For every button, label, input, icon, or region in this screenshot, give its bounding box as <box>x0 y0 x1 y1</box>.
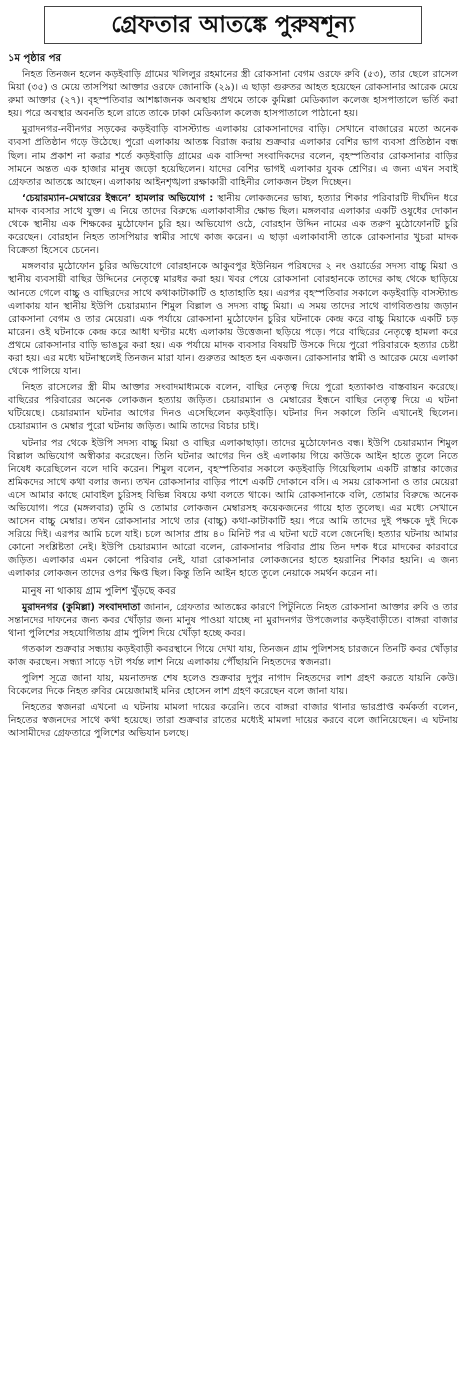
paragraph-text: জানান, গ্রেফতার আতঙ্কের কারণে পিটুনিতে নিহত রোকসানা আক্তার রুবি ও তার সন্তানদের দাফনের জন্য কবর খোঁড়ার জন্য মানুষ পাওয়া যাচ্ছে না মুরাদনগর উপজেলার কড়ইবাড়ীতে। বাঙ্গরা বাজার থানা পুলিশের সহযোগিতায় গ্রাম পুলিশ দিয়ে খোঁড়া হচ্ছে কবর। <box>8 601 458 639</box>
paragraph <box>8 601 458 640</box>
paragraph-text: স্থানীয় লোকজনের ভাষ্য, হত্যার শিকার পরিবারটি দীর্ঘদিন ধরে মাদক ব্যবসার সাথে যুক্ত। এ নিয়ে তাদের বিরুদ্ধে এলাকাবাসীর ক্ষোভ ছিল। মঙ্গলবার এলাকার একটি ওষুধের দোকান থেকে স্থানীয় এক শিক্ষকের মুঠোফোন চুরি হয়। অভিযোগ ওঠে, বোরহান উদ্দিন নামের এক তরুণ মুঠোফোনটি চুরি করেছেন। বোরহান নিহত তাসপিয়ার স্বামীর সাথে কাজ করেন। এ ছাড়া এলাকাবাসী তাকে রোকসানার খুচরা মাদক বিক্রেতা হিসেবে চেনেন। <box>8 192 458 257</box>
paragraph-text: গতকাল শুক্রবার সন্ধ্যায় কড়ইবাড়ী কবরস্থানে গিয়ে দেখা যায়, তিনজন গ্রাম পুলিশসহ চারজনে তিনটি কবর খোঁড়ার কাজ করছেন। সন্ধ্যা সাড়ে ৭টা পর্যন্ত লাশ নিয়ে এলাকায় পৌঁছায়নি নিহতদের স্বজনরা। <box>8 643 458 668</box>
paragraph-text: নিহতের স্বজনরা এখনো এ ঘটনায় মামলা দায়ের করেনি। তবে বাঙ্গরা বাজার থানার ভারপ্রাপ্ত কর্মকর্তা বলেন, নিহতের স্বজনদের সাথে কথা হয়েছে। তারা শুক্রবার রাতের মধ্যেই মামলা দায়ের করবে বলে জানিয়েছেন। এ ঘটনায় আসামীদের গ্রেফতারে পুলিশের অভিযান চলছে। <box>8 702 458 740</box>
headline: গ্রেফতার আতঙ্কে পুরুষশূন্য <box>111 11 355 38</box>
article-body-part-2 <box>8 601 458 741</box>
headline-box <box>44 6 422 44</box>
paragraph <box>8 68 458 120</box>
paragraph-text: ঘটনার পর থেকে ইউপি সদস্য বাচ্চু মিয়া ও বাছির এলাকাছাড়া। তাদের মুঠোফোনও বন্ধ। ইউপি চেয়ারম্যান শিমুল বিল্লাল অভিযোগ অস্বীকার করেছেন। তিনি ঘটনার আগের দিন ওই এলাকায় গিয়ে কাউকে আইন হাতে তুলে নিতে নিষেধ করেছিলেন বলে দাবি করেন। শিমুল বলেন, বৃহস্পতিবার সকালে কড়ইবাড়ি গিয়েছিলাম একটি রাস্তার কাজের শ্রমিকদের সাথে কথা বলার জন্য। তখন রোকসানার বাড়ির পাশে একটি দোকানে বসি। এ সময় রোকসানা ও তার মেয়েরা এসে আমার কাছে মোবাইল চুরিসহ বিভিন্ন বিষয়ে কথা বলতে থাকে। আমি রোকসানাকে বলি, তোমার বিরুদ্ধে অনেক অভিযোগ। পরে (মঙ্গলবার) তুমি ও তোমার লোকজন মেম্বারসহ কয়েকজনের গায়ে হাত তুলেছ। এর মধ্যে সেখানে আসেন বাচ্চু মেম্বার। তখন রোকসানার সাথে তার (বাচ্চু) কথা-কাটাকাটি হয়। পরে আমি তাদের দুই পক্ষকে দুই দিকে সরিয়ে দিই। এরপর আমি চলে যাই। চলে আসার প্রায় ৪০ মিনিট পর এ ঘটনা ঘটে বলে জেনেছি। হত্যার ঘটনায় আমার কোনো সংশ্লিষ্টতা নেই। ইউপি চেয়ারম্যান আরো বলেন, রোকসানার পরিবার প্রায় তিন দশক ধরে মাদকের কারবারে জড়িত। এলাকার এমন কোনো পরিবার নেই, যারা রোকসানার লোকজনের হাতে হয়রানির শিকার হয়নি। এ জন্য এলাকার লোকজন তাদের ওপর ক্ষিপ্ত ছিল। কিন্তু তিনি আইন হাতে তুলে নেয়াকে সমর্থন করেন না। <box>8 437 458 580</box>
paragraph <box>8 437 458 581</box>
paragraph-text: নিহত রাসেলের স্ত্রী মীম আক্তার সংবাদমাধ্যমকে বলেন, বাছির নেতৃত্ব দিয়ে পুরো হত্যাকাণ্ড বাস্তবায়ন করেছে। বাছিরের পরিবারের অনেক লোকজন হত্যায় জড়িত। চেয়ারম্যান ও মেম্বারের ইন্ধনে বাছির নেতৃত্ব দিয়ে এ ঘটনা ঘটিয়েছে। চেয়ারম্যান ঘটনার আগের দিনও এসেছিলেন কড়ইবাড়ি। ঘটনার দিন সকালে তিনি এখানেই ছিলেন। চেয়ারম্যান ও মেম্বার পুরো ঘটনায় জড়িত। আমি তাদের বিচার চাই। <box>8 382 458 433</box>
paragraph-text: নিহত তিনজন হলেন কড়ইবাড়ি গ্রামের খলিলুর রহমানের স্ত্রী রোকসানা বেগম ওরফে রুবি (৫৩), তার ছেলে রাসেল মিয়া (৩৫) ও মেয়ে তাসপিয়া আক্তার ওরফে জোনাকি (২৯)। এ ছাড়া গুরুতর আহত হয়েছেন রোকসানার আরেক মেয়ে রুমা আক্তার (২৭)। বৃহস্পতিবার আশঙ্কাজনক অবস্থায় প্রথমে তাকে কুমিল্লা মেডিক্যাল কলেজ হাসপাতালে ভর্তি করা হয়। পরে অবস্থার অবনতি হলে রাতে তাকে ঢাকা মেডিক্যাল কলেজ হাসপাতালে পাঠানো হয়। <box>8 69 458 120</box>
paragraph <box>8 192 458 257</box>
article-body-part-1 <box>8 68 458 581</box>
paragraph <box>8 381 458 433</box>
paragraph-text: মঙ্গলবার মুঠোফোন চুরির অভিযোগে বোরহানকে আকুবপুর ইউনিয়ন পরিষদের ২ নং ওয়ার্ডের সদস্য বাচ্চু মিয়া ও স্থানীয় ব্যবসায়ী বাছির উদ্দিনের নেতৃত্বে মারধর করা হয়। খবর পেয়ে রোকসানা বোরহানকে তাদের কাছ থেকে ছাড়িয়ে আনতে গেলে বাচ্চু ও বাছিরদের সাথে কথাকাটাকাটি ও হাতাহাতি হয়। এরপর বৃহস্পতিবার সকালে কড়ইবাড়ি বাসস্ট্যান্ড এলাকায় যান স্থানীয় ইউপি চেয়ারম্যান শিমুল বিল্লাল ও সদস্য বাচ্চু মিয়া। এ সময় তাদের সাথে বাগবিতণ্ডায় জড়ান রোকসানা বেগম ও তার মেয়েরা। এক পর্যায়ে রোকসানা মুঠোফোন চুরির ঘটনাকে কেন্দ্র করে বাচ্চু মিয়াকে একটি চড় মারেন। ওই ঘটনাকে কেন্দ্র করে আধা ঘণ্টার মধ্যে এলাকায় উত্তেজনা ছড়িয়ে পড়ে। পরে বাছিরের নেতৃত্বে হামলা করে প্রথমে রোকসানার বাড়ি ভাঙচুর করা হয়। এক পর্যায়ে মাদক ব্যবসার বিষয়টি উসকে দিয়ে পুরো পরিবারকে হত্যার চেষ্টা করা হয়। এর মধ্যে ঘটনাস্থলেই তিনজন মারা যান। গুরুতর আহত হন একজন। রোকসানার স্বামী ও আরেক মেয়ে এলাকা থেকে পালিয়ে যান। <box>8 261 458 378</box>
paragraph <box>8 672 458 698</box>
paragraph-lead: ‘চেয়ারম্যান-মেম্বারের ইন্ধনে’ হামলার অভিযোগ : <box>22 192 214 204</box>
subheading: মানুষ না থাকায় গ্রাম পুলিশ খুঁড়ছে কবর <box>22 585 176 597</box>
paragraph <box>8 701 458 740</box>
paragraph <box>8 643 458 669</box>
next-column-clipped-text <box>0 1364 466 1374</box>
paragraph-lead: মুরাদনগর (কুমিল্লা) সংবাদদাতা <box>22 601 141 613</box>
paragraph-text: মুরাদনগর-নবীনগর সড়কের কড়ইবাড়ি বাসস্ট্যান্ড এলাকায় রোকসানাদের বাড়ি। সেখানে বাজারের মতো অনেক ব্যবসা প্রতিষ্ঠান গড়ে উঠেছে। পুরো এলাকায় আতঙ্ক বিরাজ করায় শুক্রবার এলাকার বেশির ভাগ ব্যবসা প্রতিষ্ঠান বন্ধ ছিল। নাম প্রকাশ না করার শর্তে কড়ইবাড়ি গ্রামের এক বাসিন্দা সংবাদিকদের বলেন, বৃহস্পতিবার রোকসানার বাড়ির সামনে অন্তত এক হাজার মানুষ জড়ো হয়েছিলেন। যাদের বেশির ভাগই এলাকার যুবক শ্রেণির। এ জন্য এখন সবাই গ্রেফতার আতঙ্কে আছেন। এলাকায় আইনশৃঙ্খলা রক্ষাকারী বাহিনীর লোকজন টহল দিচ্ছেন। <box>8 124 458 188</box>
paragraph-text: পুলিশ সূত্রে জানা যায়, ময়নাতদন্ত শেষ হলেও শুক্রবার দুপুর নাগাদ নিহতদের লাশ গ্রহণ করতে যায়নি কেউ। বিকেলের দিকে নিহত রুবির মেয়েজামাই মনির হোসেন লাশ গ্রহণ করেছেন বলে জানা যায়। <box>8 673 458 698</box>
continued-from-label: ১ম পৃষ্ঠার পর <box>8 53 61 64</box>
paragraph <box>8 260 458 378</box>
paragraph <box>8 123 458 188</box>
